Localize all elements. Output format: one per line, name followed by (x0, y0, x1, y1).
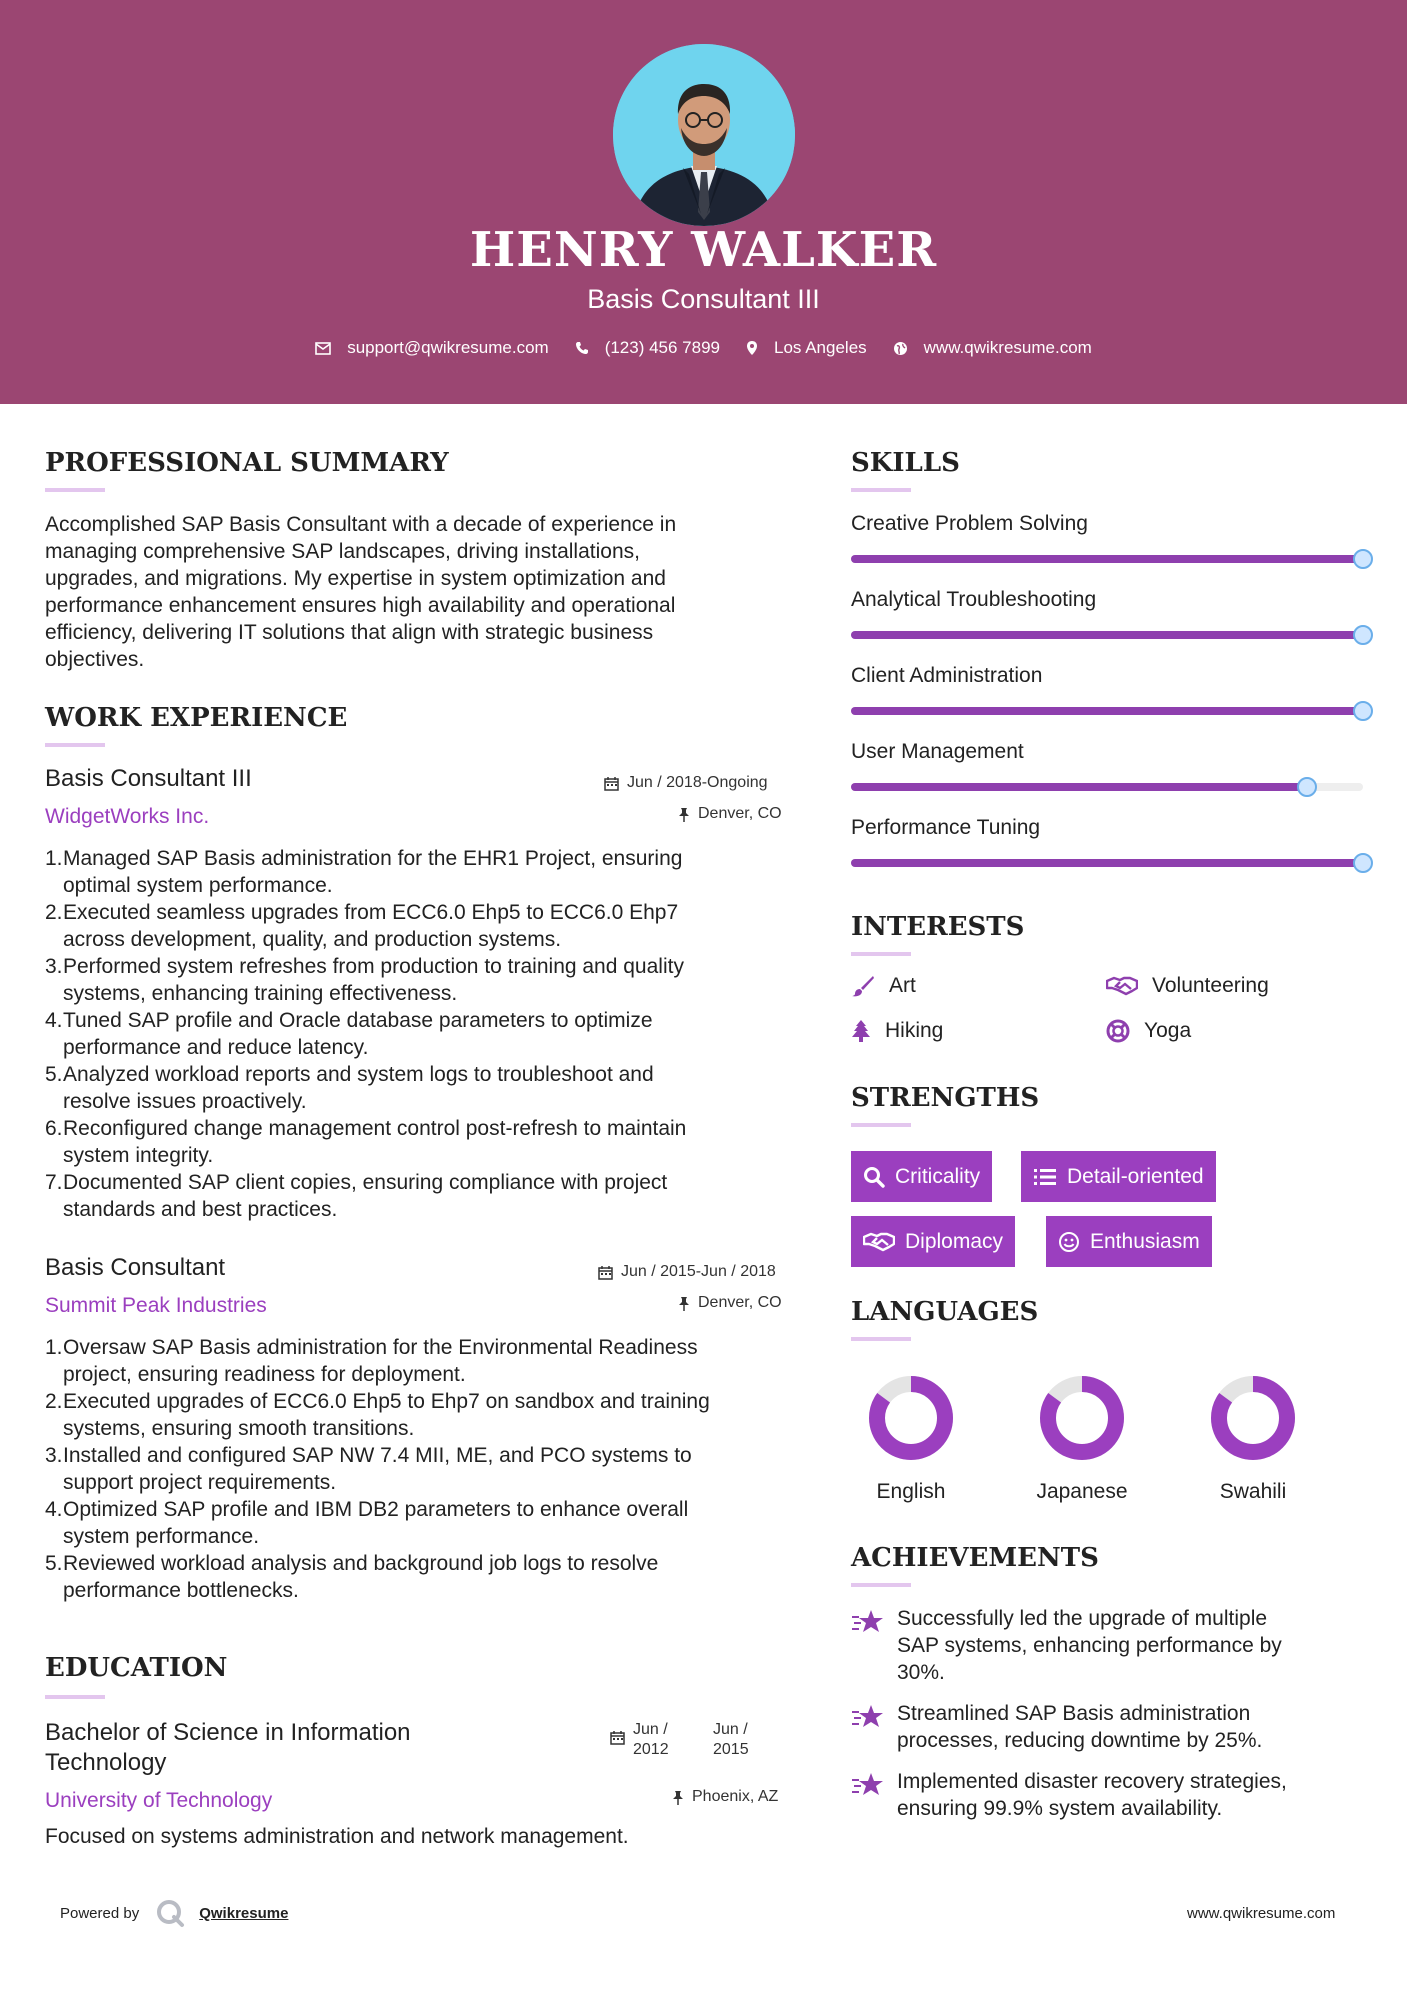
phone-text: (123) 456 7899 (604, 338, 721, 357)
list-item: 5. Analyzed workload reports and system logs to troubleshoot and resolve issues proactively. (45, 1063, 654, 1113)
education-location (672, 1788, 778, 1806)
summary-heading-underline (45, 488, 105, 492)
search-icon (863, 1166, 885, 1188)
calendar-icon (604, 776, 619, 791)
star-icon (851, 1704, 885, 1730)
summary-line: efficiency, delivering IT solutions that align with strategic business (45, 621, 654, 644)
contact-website[interactable] (893, 338, 1092, 358)
powered-by-text: Powered by (60, 1904, 140, 1922)
skill-bar (851, 859, 1363, 867)
footer-powered-by (60, 1898, 288, 1928)
envelope-icon (315, 342, 331, 355)
job-company: Summit Peak Industries (45, 1294, 267, 1317)
tree-icon (851, 1019, 871, 1043)
experience-heading-underline (45, 743, 105, 747)
contact-location[interactable] (746, 338, 867, 358)
degree-line: Bachelor of Science in Information (45, 1719, 411, 1746)
skill-bar (851, 783, 1363, 791)
list-item: 1. Managed SAP Basis administration for the EHR1 Project, ensuring optimal system performance. (45, 847, 683, 897)
strengths-heading-underline (851, 1123, 911, 1127)
skill-bar-fill (851, 555, 1363, 563)
job-title: Basis Consultant (45, 1254, 226, 1281)
qwikresume-link[interactable]: Qwikresume (199, 1904, 289, 1922)
star-icon (851, 1609, 885, 1635)
profile-photo (613, 44, 795, 226)
end-date: Jun / 2015 (713, 1721, 749, 1758)
calendar-icon (598, 1265, 613, 1280)
achievements-heading: ACHIEVEMENTS (851, 1543, 1099, 1573)
list-item: 4. Optimized SAP profile and IBM DB2 parameters to enhance overall system performance. (45, 1498, 689, 1548)
job-title: Basis Consultant III (45, 765, 252, 792)
contact-bar (0, 338, 1407, 358)
calendar-icon (610, 1730, 625, 1745)
summary-line: performance enhancement ensures high availability and operational (45, 594, 676, 617)
phone-icon (575, 341, 589, 355)
skill-bar-knob (1353, 549, 1373, 569)
paintbrush-icon (851, 975, 875, 997)
qwikresume-logo-icon (155, 1898, 185, 1928)
skill-label: Analytical Troubleshooting (851, 588, 1097, 611)
list-item: 1. Oversaw SAP Basis administration for the Environmental Readiness project, ensuring readiness for deployment. (45, 1336, 698, 1386)
candidate-title: Basis Consultant III (587, 284, 820, 314)
lifering-icon (1106, 1019, 1130, 1043)
language-level-donut (1208, 1373, 1298, 1463)
list-item: 3. Installed and configured SAP NW 7.4 MII, ME, and PCO systems to support project requirements. (45, 1444, 692, 1494)
education-heading: EDUCATION (45, 1653, 228, 1683)
candidate-name: HENRY WALKER (469, 222, 938, 278)
website-text: www.qwikresume.com (923, 338, 1092, 357)
experience-heading: WORK EXPERIENCE (45, 703, 348, 733)
education-location-text: Phoenix, AZ (692, 1788, 779, 1805)
globe-icon (893, 341, 908, 356)
skill-label: Performance Tuning (851, 816, 1041, 839)
list-icon (1033, 1167, 1057, 1187)
achievement-item: Successfully led the upgrade of multiple SAP systems, enhancing performance by 30%. (851, 1605, 1282, 1686)
achievement-item: Streamlined SAP Basis administration processes, reducing downtime by 25%. (851, 1700, 1262, 1754)
start-date: Jun / 2012 (633, 1721, 669, 1758)
job-company: WidgetWorks Inc. (45, 805, 210, 828)
skill-bar-knob (1353, 701, 1373, 721)
pushpin-icon (678, 807, 690, 822)
pushpin-icon (672, 1790, 684, 1805)
job-bullets (45, 1334, 805, 1604)
star-icon (851, 1772, 885, 1798)
summary-line: managing comprehensive SAP landscapes, driving installations, (45, 540, 640, 563)
skill-bar-fill (851, 859, 1363, 867)
email-text: support@qwikresume.com (347, 338, 549, 357)
language-level-donut (1037, 1373, 1127, 1463)
skills-heading: SKILLS (851, 448, 960, 478)
list-item: 4. Tuned SAP profile and Oracle database parameters to optimize performance and reduce latency. (45, 1009, 653, 1059)
school-name: University of Technology (45, 1789, 273, 1812)
location-text: Los Angeles (774, 338, 867, 357)
skill-bar-knob (1297, 777, 1317, 797)
list-item: 2. Executed upgrades of ECC6.0 Ehp5 to Ehp7 on sandbox and training systems, ensuring smooth transitions. (45, 1390, 710, 1440)
job-bullets (45, 845, 805, 1223)
contact-email[interactable] (315, 338, 549, 358)
skills-heading-underline (851, 488, 911, 492)
skill-label: User Management (851, 740, 1024, 763)
job-location (678, 805, 782, 823)
job-dates (598, 1263, 776, 1281)
map-pin-icon (746, 340, 758, 356)
achievement-item: Implemented disaster recovery strategies, ensuring 99.9% system availability. (851, 1768, 1287, 1822)
job-dates-text: Jun / 2018-Ongoing (627, 774, 768, 791)
skill-bar-fill (851, 783, 1307, 791)
language-level-donut (866, 1373, 956, 1463)
summary-line: Accomplished SAP Basis Consultant with a decade of experience in (45, 513, 677, 536)
education-heading-underline (45, 1695, 105, 1699)
resume-header (0, 0, 1407, 404)
interest-volunteering: Volunteering (1106, 974, 1269, 998)
skill-bar-knob (1353, 853, 1373, 873)
summary-line: objectives. (45, 648, 145, 671)
skill-label: Creative Problem Solving (851, 512, 1088, 535)
list-item: 2. Executed seamless upgrades from ECC6.0 Ehp5 to ECC6.0 Ehp7 across development, quality, and production systems. (45, 901, 679, 951)
summary-text (45, 511, 785, 673)
contact-phone[interactable] (575, 338, 720, 358)
handshake-icon (1106, 976, 1138, 996)
languages-heading-underline (851, 1337, 911, 1341)
strength-chip-detail-oriented: Detail-oriented (1021, 1151, 1216, 1202)
summary-heading: PROFESSIONAL SUMMARY (45, 448, 449, 478)
skill-label: Client Administration (851, 664, 1043, 687)
skill-bar-fill (851, 707, 1363, 715)
language-label: Swahili (1219, 1480, 1287, 1503)
footer-website[interactable]: www.qwikresume.com (1187, 1905, 1336, 1922)
education-description: Focused on systems administration and network management. (45, 1825, 629, 1848)
language-label: English (876, 1480, 946, 1503)
languages-heading: LANGUAGES (851, 1297, 1039, 1327)
interest-yoga: Yoga (1106, 1019, 1191, 1043)
job-location-text: Denver, CO (698, 805, 782, 822)
list-item: 7. Documented SAP client copies, ensuring compliance with project standards and best practices. (45, 1171, 668, 1221)
skill-bar (851, 707, 1363, 715)
smile-icon (1058, 1231, 1080, 1253)
degree-line: Technology (45, 1749, 167, 1776)
strength-chip-enthusiasm: Enthusiasm (1046, 1216, 1212, 1267)
skill-bar-fill (851, 631, 1363, 639)
job-dates-text: Jun / 2015-Jun / 2018 (621, 1263, 776, 1280)
interest-art: Art (851, 974, 916, 998)
achievements-heading-underline (851, 1583, 911, 1587)
education-dates (610, 1720, 749, 1760)
interests-heading: INTERESTS (851, 912, 1025, 942)
job-location (678, 1294, 782, 1312)
language-label: Japanese (1036, 1480, 1128, 1503)
job-dates (604, 774, 768, 792)
interest-hiking: Hiking (851, 1019, 943, 1043)
pushpin-icon (678, 1296, 690, 1311)
handshake-icon (863, 1232, 895, 1252)
interests-heading-underline (851, 952, 911, 956)
list-item: 5. Reviewed workload analysis and background job logs to resolve performance bottlenecks. (45, 1552, 659, 1602)
strength-chip-diplomacy: Diplomacy (851, 1216, 1015, 1267)
skill-bar (851, 631, 1363, 639)
skill-bar-knob (1353, 625, 1373, 645)
summary-line: upgrades, and migrations. My expertise in system optimization and (45, 567, 666, 590)
degree-title (45, 1718, 411, 1778)
skill-bar (851, 555, 1363, 563)
strength-chip-criticality: Criticality (851, 1151, 992, 1202)
job-location-text: Denver, CO (698, 1294, 782, 1311)
list-item: 3. Performed system refreshes from production to training and quality systems, enhancing training effectiveness. (45, 955, 684, 1005)
strengths-heading: STRENGTHS (851, 1083, 1040, 1113)
list-item: 6. Reconfigured change management control post-refresh to maintain system integrity. (45, 1117, 687, 1167)
